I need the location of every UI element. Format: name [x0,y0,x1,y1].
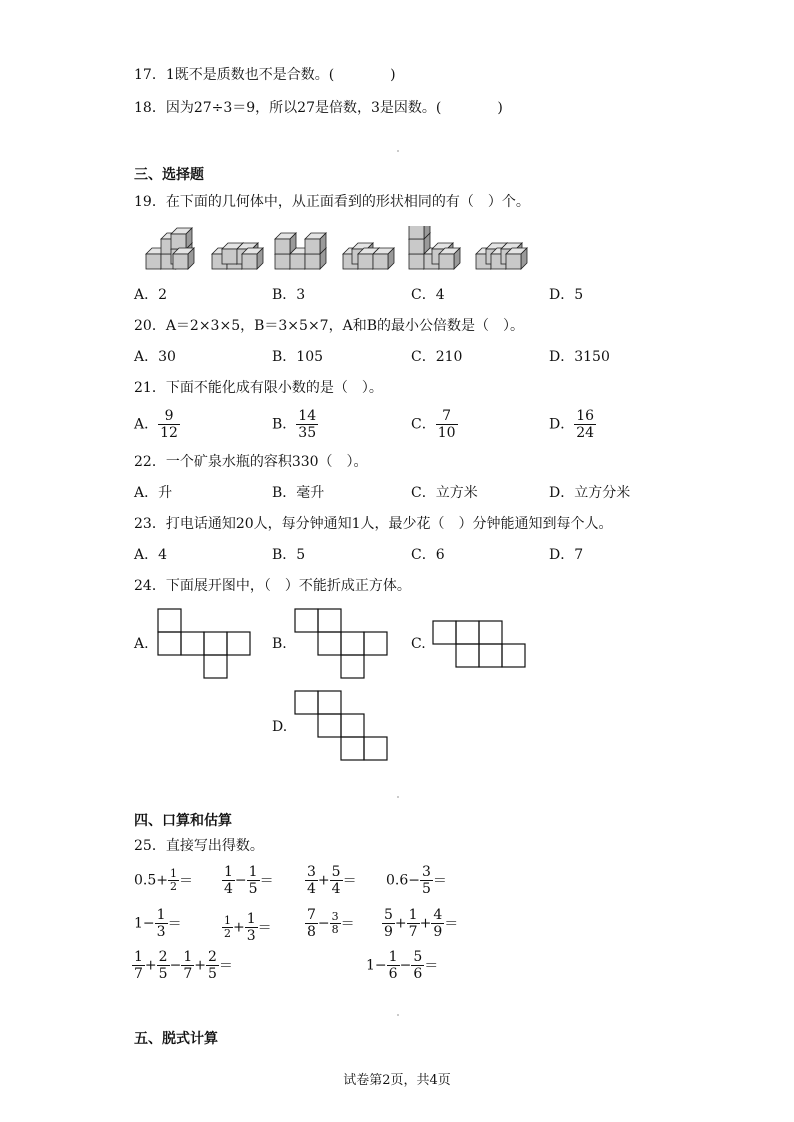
question-24-stem: 24．下面展开图中，（ ）不能折成正方体。 [134,578,411,594]
calc-item: 0.5+ $\frac{1}{2}$ ＝ [134,867,193,893]
divider-dot [397,150,399,152]
q22-option-b[interactable]: B．毫升 [272,485,325,501]
solid-4 [343,243,394,269]
q23-option-c[interactable]: C．6 [411,547,445,563]
divider-dot [397,796,399,798]
q24-label-a[interactable]: A. [134,636,149,652]
q19-option-c[interactable]: C．4 [411,287,445,303]
fraction: $\frac{16}{24}$ [576,408,595,441]
cube-net-d[interactable] [294,690,388,762]
calc-item: $\frac{7}{8}$ − $\frac{3}{8}$ ＝ [307,907,355,940]
q24-label-b[interactable]: B. [272,636,287,652]
question-21-stem: 21．下面不能化成有限小数的是（ ）。 [134,380,383,396]
q23-option-b[interactable]: B．5 [272,547,306,563]
fraction: $\frac{14}{35}$ [298,408,317,441]
q22-option-a[interactable]: A．升 [134,485,173,501]
solid-6 [476,243,527,269]
fraction: $\frac{7}{10}$ [437,408,456,441]
question-20-stem: 20．A＝2×3×5，B＝3×5×7，A和B的最小公倍数是（ ）。 [134,318,524,334]
cube-figures [140,226,540,272]
q21-option-d[interactable] [549,408,596,441]
q24-label-d[interactable]: D. [272,719,288,735]
question-18: 18．因为27÷3＝9，所以27是倍数，3是因数。( ) [134,100,503,116]
solid-1 [146,228,194,269]
calc-item: $\frac{1}{4}$ − $\frac{1}{5}$ ＝ [224,864,274,897]
option-letter: A． [134,416,159,433]
cube-net-c[interactable] [432,620,526,669]
section-title-choice: 三、选择题 [134,167,204,183]
question-25-stem: 25．直接写出得数。 [134,838,264,854]
q22-option-c[interactable]: C．立方米 [411,485,478,501]
section-title-step-calc: 五、脱式计算 [134,1031,218,1047]
calc-item: $\frac{1}{2}$ + $\frac{1}{3}$ ＝ [224,911,272,944]
calc-item: 1− $\frac{1}{6}$ − $\frac{5}{6}$ ＝ [366,949,439,982]
q20-option-d[interactable]: D．3150 [549,349,610,365]
section-title-mental-math: 四、口算和估算 [134,813,232,829]
cube-net-b[interactable] [294,608,388,680]
question-22-stem: 22．一个矿泉水瓶的容积330（ ）。 [134,454,368,470]
q20-option-a[interactable]: A．30 [134,349,176,365]
calc-item: $\frac{1}{7}$ + $\frac{2}{5}$ − $\frac{1}{7}$ + $\frac{2}{5}$ ＝ [134,949,233,982]
question-23-stem: 23．打电话通知20人，每分钟通知1人，最少花（ ）分钟能通知到每个人。 [134,516,613,532]
calc-item: $\frac{5}{9}$ + $\frac{1}{7}$ + $\frac{4}{9}$ ＝ [384,907,459,940]
option-letter: B． [272,416,297,433]
q21-option-b[interactable] [272,408,318,441]
question-17: 17．1既不是质数也不是合数。( ) [134,67,396,83]
fraction: $\frac{9}{12}$ [160,408,178,441]
solid-2 [212,243,263,269]
q19-option-a[interactable]: A．2 [134,287,168,303]
q19-option-d[interactable]: D．5 [549,287,584,303]
option-letter: C． [411,416,436,433]
q21-option-c[interactable] [411,408,458,441]
solid-5 [409,226,460,269]
cube-net-a[interactable] [157,608,251,680]
divider-dot [397,1014,399,1016]
q23-option-d[interactable]: D．7 [549,547,584,563]
q20-option-c[interactable]: C．210 [411,349,463,365]
q21-option-a[interactable] [134,408,180,441]
q23-option-a[interactable]: A．4 [134,547,168,563]
option-letter: D． [549,416,575,433]
q22-option-d[interactable]: D．立方分米 [549,485,631,501]
q24-label-c[interactable]: C. [411,636,426,652]
q19-option-b[interactable]: B．3 [272,287,306,303]
page-footer: 试卷第2页，共4页 [343,1073,451,1088]
solid-3 [275,233,326,269]
q20-option-b[interactable]: B．105 [272,349,324,365]
calc-item: $\frac{3}{4}$ + $\frac{5}{4}$ ＝ [307,864,357,897]
calc-item: 1− $\frac{1}{3}$ ＝ [134,907,182,940]
question-19-stem: 19．在下面的几何体中，从正面看到的形状相同的有（ ）个。 [134,194,530,210]
calc-item: 0.6− $\frac{3}{5}$ ＝ [386,864,447,897]
